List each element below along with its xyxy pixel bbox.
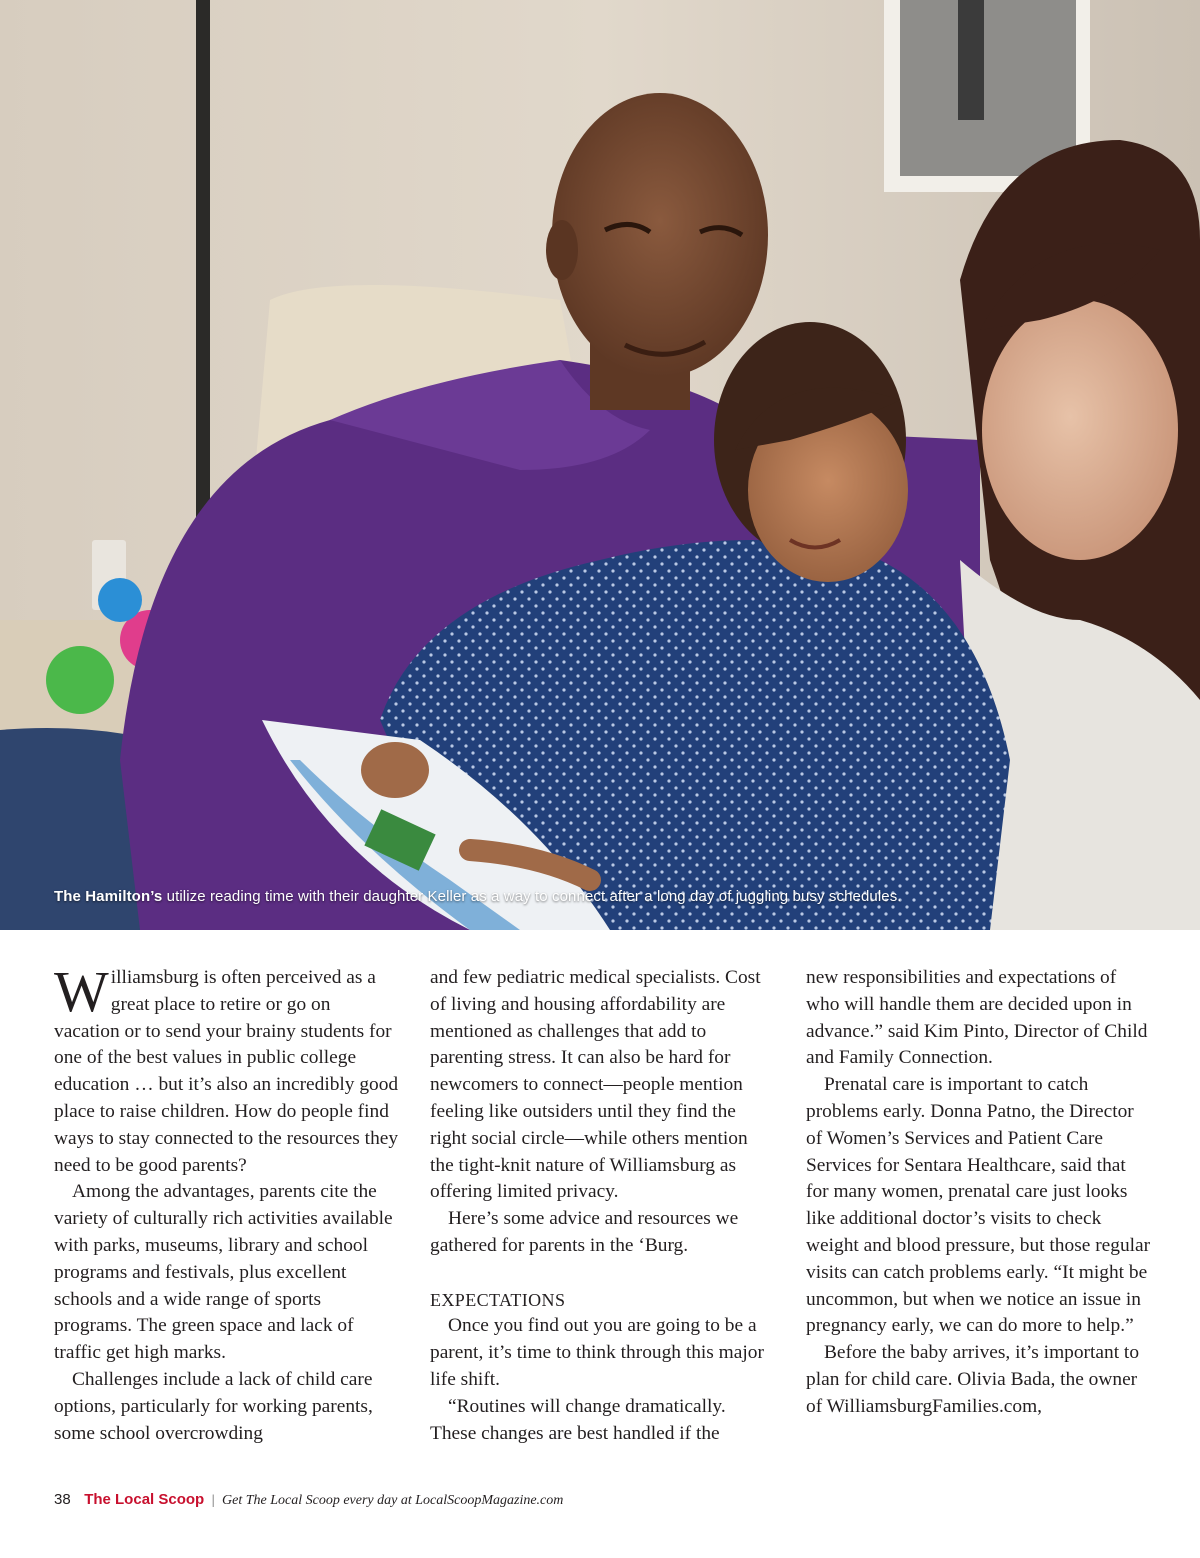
article-paragraph: “Routines will change dramatically. These changes are best handled if the [430,1395,726,1444]
article-paragraph: Before the baby arrives, it’s important to plan for child care. Olivia Bada, the owner of WilliamsburgFamilies.com, [806,1342,1140,1417]
drop-cap: W [54,959,109,1024]
article-column-1 [54,959,400,1447]
footer-tagline: Get The Local Scoop every day at LocalScoopMagazine.com [222,1493,564,1508]
section-heading-expectations: EXPECTATIONS [430,1289,566,1310]
article-column-3 [806,965,1152,1421]
article-paragraph: Once you find out you are going to be a parent, it’s time to think through this major life shift. [430,1315,764,1390]
article-lead-paragraph [54,959,400,1179]
article-paragraph: Here’s some advice and resources we gathered for parents in the ‘Burg. [430,1208,739,1256]
page-number: 38 [54,1491,71,1508]
page-footer [54,1491,563,1509]
article-paragraph: Among the advantages, parents cite the variety of culturally rich activities available with parks, museums, library and school programs and festivals, plus excellent schools and a wide range of sports programs. The green space and lack of traffic get high marks. [54,1181,393,1364]
caption-text: utilize reading time with their daughter Keller as a way to connect after a long day of juggling busy schedules. [162,888,902,905]
magazine-brand: The Local Scoop [84,1491,205,1508]
caption-bold-name: The Hamilton’s [54,888,163,905]
footer-separator: | [211,1493,215,1508]
photo-caption [54,888,902,905]
article-paragraph: and few pediatric medical specialists. Cost of living and housing affordability are mentioned as challenges that add to parenting stress. It can also be hard for newcomers to connect—people mention feeling like outsiders until they find the right social circle—while others mention the tight-knit nature of Williamsburg as offering limited privacy. [430,967,761,1203]
article-column-2 [430,965,776,1447]
article-paragraph: new responsibilities and expectations of who will handle them are decided upon in advance.” said Kim Pinto, Director of Child and Family Connection. [806,967,1148,1069]
article-paragraph: Challenges include a lack of child care options, particularly for working parents, some school overcrowding [54,1368,373,1444]
lead-paragraph-text: illiamsburg is often perceived as a great place to retire or go on vacation or to send your brainy students for one of the best values in public college education … but it’s also an incredibly good place to raise children. How do people find ways to stay connected to the resources they need to be good parents? [54,967,399,1176]
article-paragraph: Prenatal care is important to catch problems early. Donna Patno, the Director of Women’s Services and Patient Care Services for Sentara Healthcare, said that for many women, prenatal care just looks like additional doctor’s visits to check weight and blood pressure, but those regular visits can catch problems early. “It might be uncommon, but when we notice an issue in pregnancy early, we can do more to help.” [806,1074,1151,1337]
